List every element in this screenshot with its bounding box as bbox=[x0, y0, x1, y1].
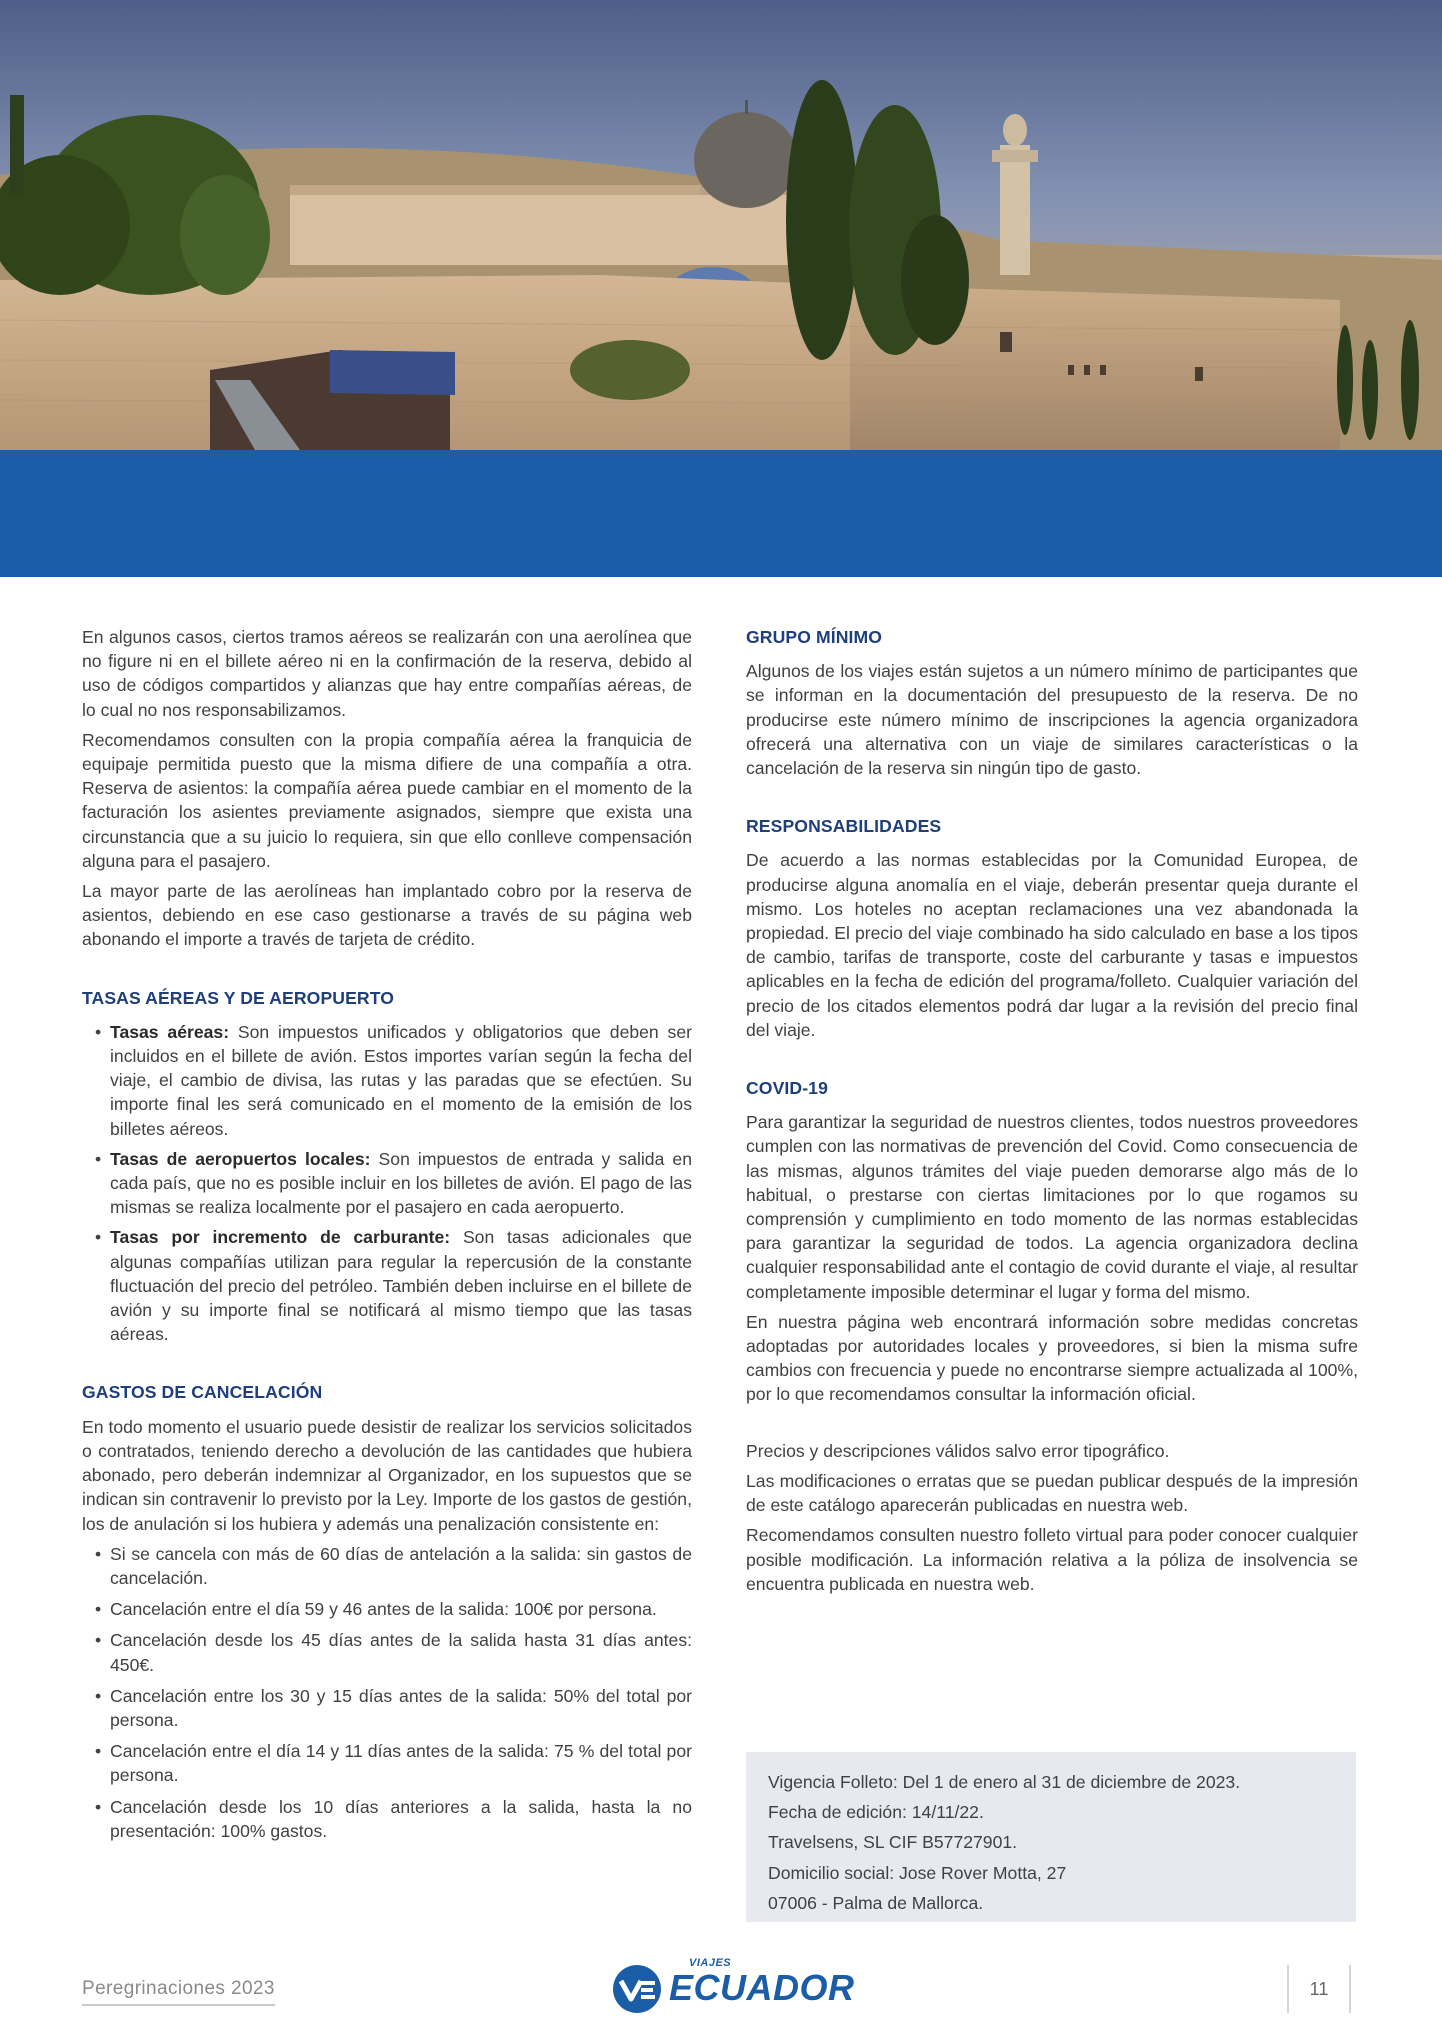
logo-icon bbox=[611, 1963, 663, 2015]
grupo-heading: GRUPO MÍNIMO bbox=[746, 627, 883, 647]
validity-info-box bbox=[746, 1752, 1356, 1922]
gastos-paragraph: En todo momento el usuario puede desistir de realizar los servicios solicitados o contratados, teniendo derecho a devolución de las cantidades que hubiera abonado, pero deberán indemnizar al Organizador, en los supuestos que se indican sin contravenir lo previsto por la Ley. Importe de los gastos de gestión, los de anulación si los hubiera y además una penalización consistente en: bbox=[82, 1416, 692, 1534]
address-line: Domicilio social: Jose Rover Motta, 27 bbox=[768, 1862, 1067, 1883]
logo-small-text: VIAJES bbox=[689, 1957, 732, 1969]
intro-paragraph-2: Recomendamos consulten con la propia compañía aérea la franquicia de equipaje permitida puesto que la misma difiere de una compañía a otra. Reserva de asientos: la compañía aérea puede cambiar en el momento de la facturación los asientes previamente asignados, siempre que exista una circunstancia que a su juicio lo requiera, sin que ello conlleve compensación alguna para el pasajero. bbox=[82, 729, 692, 871]
covid-paragraph-1: Para garantizar la seguridad de nuestros clientes, todos nuestros proveedores cumplen con las normativas de prevención del Covid. Como consecuencia de las mismas, algunos trámites del viaje pueden demorarse algo más de lo habitual, o prestarse con ciertas limitaciones por lo que rogamos su comprensión y cumplimiento en todo momento de las normas establecidas para garantizar la seguridad de todos. La agencia organizadora declina cualquier responsabilidad ante el contagio de covid durante el viaje, al resultar completamente imposible determinar el lugar y forma del mismo. bbox=[746, 1112, 1358, 1302]
intro-paragraph-1: En algunos casos, ciertos tramos aéreos se realizarán con una aerolínea que no figure ni en el billete aéreo ni en la confirmación de la reserva, debido al uso de códigos compartidos y alianzas que hay entre compañías aéreas, de lo cual no nos responsabilizamos. bbox=[82, 627, 692, 720]
city-line: 07006 - Palma de Mallorca. bbox=[768, 1892, 984, 1913]
validity-line: Vigencia Folleto: Del 1 de enero al 31 de diciembre de 2023. bbox=[768, 1772, 1241, 1792]
header-blue-band bbox=[0, 450, 1442, 577]
responsabilidades-paragraph: De acuerdo a las normas establecidas por la Comunidad Europea, de producirse alguna anomalía en el viaje, deberán presentar queja durante el mismo. Los hoteles no aceptan reclamaciones una vez abandonada la propiedad. El precio del viaje combinado ha sido calculado en base a los tipos de cambio, tarifas de transporte, coste del carburante y tasas e impuestos aplicables en la fecha de edición del programa/folleto. Cualquier variación del precio de los citados elementos podrá dar lugar a la revisión del precio final del viaje. bbox=[746, 850, 1358, 1040]
list-item: • Tasas por incremento de carburante: Son tasas adicionales que algunas compañías utilizan para regular la repercusión de la constante fluctuación del precio del petróleo. También deben incluirse en el billete de avión y su importe final se notificará al mismo tiempo que las tasas aéreas. bbox=[82, 1225, 692, 1346]
list-item: • Tasas aéreas: Son impuestos unificados y obligatorios que deben ser incluidos en el billete de avión. Estos importes varían según la fecha del viaje, el cambio de divisa, las rutas y las paradas que se efectúen. Su importe final les será comunicado en el momento de la emisión de los billetes aéreos. bbox=[82, 1020, 692, 1141]
cancel-list bbox=[82, 1542, 692, 1843]
note-virtual-brochure: Recomendamos consulten nuestro folleto virtual para poder conocer cualquier posible modificación. La información relativa a la póliza de insolvencia se encuentra publicada en nuestra web. bbox=[746, 1525, 1358, 1594]
gastos-heading: GASTOS DE CANCELACIÓN bbox=[82, 1382, 323, 1403]
list-item: • Si se cancela con más de 60 días de antelación a la salida: sin gastos de cancelación. bbox=[82, 1542, 692, 1590]
responsabilidades-heading: RESPONSABILIDADES bbox=[746, 816, 942, 837]
right-column bbox=[746, 625, 1358, 1602]
hero-photo bbox=[0, 0, 1442, 450]
list-item: • Cancelación desde los 45 días antes de la salida hasta 31 días antes: 450€. bbox=[82, 1628, 692, 1676]
list-item: • Cancelación entre el día 59 y 46 antes de la salida: 100€ por persona. bbox=[82, 1597, 692, 1621]
catalog-name: Peregrinaciones 2023 bbox=[82, 1978, 275, 2006]
left-column bbox=[82, 625, 692, 1850]
intro-paragraph-3: La mayor parte de las aerolíneas han implantado cobro por la reserva de asientos, debiendo en ese caso gestionarse a través de su página web abonando el importe a través de tarjeta de crédito. bbox=[82, 881, 692, 950]
list-item: • Cancelación entre los 30 y 15 días antes de la salida: 50% del total por persona. bbox=[82, 1684, 692, 1732]
list-item: • Cancelación entre el día 14 y 11 días antes de la salida: 75 % del total por persona. bbox=[82, 1739, 692, 1787]
company-cif-line: Travelsens, SL CIF B57727901. bbox=[768, 1832, 1018, 1853]
tasas-heading: TASAS AÉREAS Y DE AEROPUERTO bbox=[82, 987, 395, 1008]
list-item: • Tasas de aeropuertos locales: Son impuestos de entrada y salida en cada país, que no es posible incluir en los billetes de avión. El pago de las mismas se realiza localmente por el pasajero en cada aeropuerto. bbox=[82, 1147, 692, 1220]
covid-heading: COVID-19 bbox=[746, 1078, 828, 1099]
logo-wordmark: ECUADOR bbox=[669, 1967, 855, 2008]
list-item: • Cancelación desde los 10 días anteriores a la salida, hasta la no presentación: 100% gastos. bbox=[82, 1795, 692, 1843]
note-prices: Precios y descripciones válidos salvo error tipográfico. bbox=[746, 1440, 1170, 1461]
tasas-list bbox=[82, 1020, 692, 1347]
page-number: 11 bbox=[1287, 1965, 1351, 2013]
edition-date-line: Fecha de edición: 14/11/22. bbox=[768, 1802, 984, 1823]
note-errata: Las modificaciones o erratas que se puedan publicar después de la impresión de este catálogo aparecerán publicadas en nuestra web. bbox=[746, 1470, 1358, 1516]
grupo-paragraph: Algunos de los viajes están sujetos a un número mínimo de participantes que se informan en la documentación del presupuesto de la reserva. De no producirse este número mínimo de inscripciones la agencia organizadora ofrecerá una alternativa con un viaje de similares características o la cancelación de la reserva sin ningún tipo de gasto. bbox=[746, 661, 1358, 779]
viajes-ecuador-logo bbox=[611, 1957, 855, 2017]
covid-paragraph-2: En nuestra página web encontrará información sobre medidas concretas adoptadas por autoridades locales y proveedores, si bien la misma sufre cambios con frecuencia y puede no encontrarse siempre actualizada al 100%, por lo que recomendamos consultar la información oficial. bbox=[746, 1311, 1358, 1405]
